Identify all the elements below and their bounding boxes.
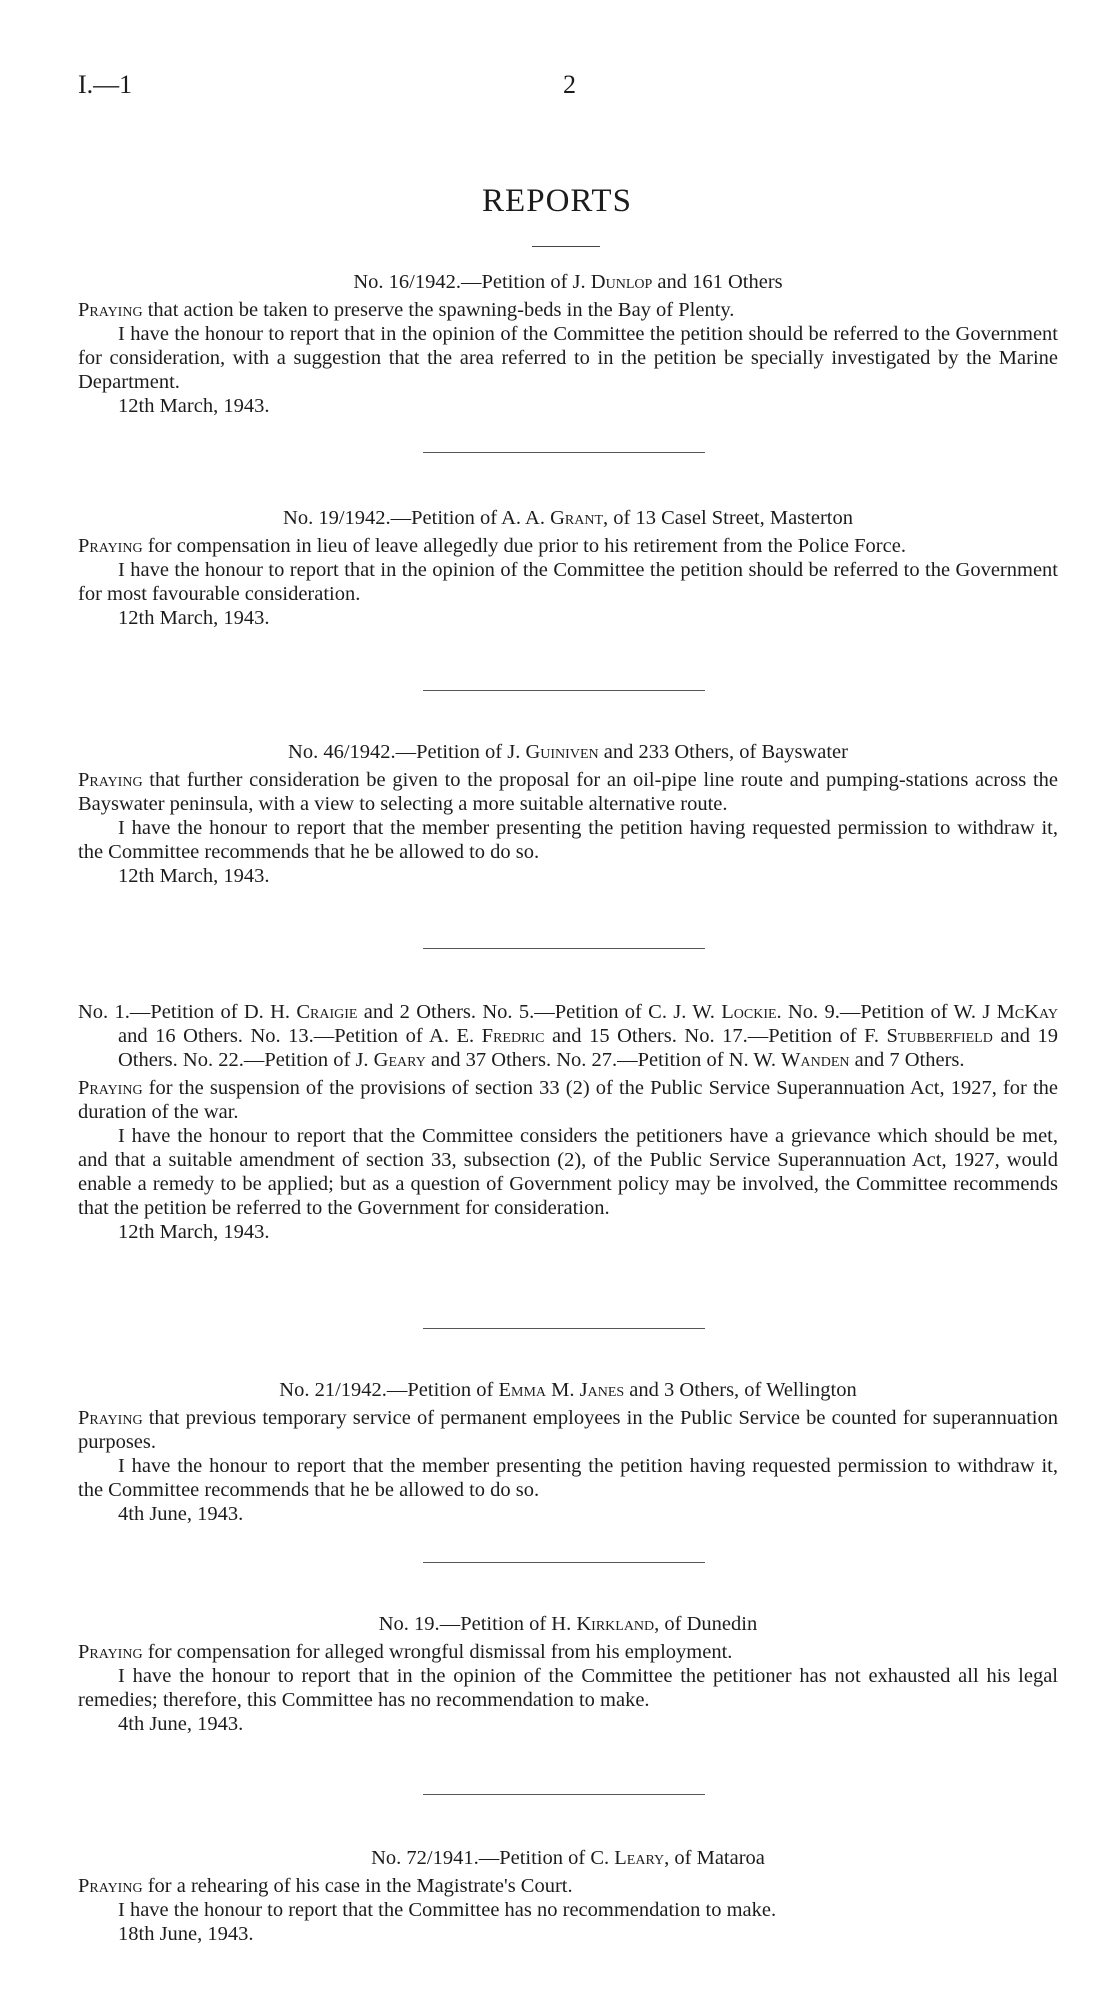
petition-heading: No. 16/1942.—Petition of J. Dunlop and 161 Others [353,271,783,293]
paper-reference: I.—1 [78,70,133,99]
petition-heading: No. 72/1941.—Petition of C. Leary, of Mataroa [371,1847,765,1869]
petitioner-name: Fredric [481,1025,545,1047]
separator-rule [423,1328,705,1329]
petition-entry [78,1000,1058,1244]
report-text: I have the honour to report that in the opinion of the Committee the petition should be referred to the Government for most favourable consideration. [78,559,1058,605]
petition-entry [78,1612,1058,1736]
praying-clause: Praying for compensation in lieu of leave allegedly due prior to his retirement from the Police Force. [78,535,906,557]
report-date: 18th June, 1943. [118,1923,254,1945]
report-text: I have the honour to report that the Committee has no recommendation to make. [118,1899,777,1921]
petitioner-name: McKay [996,1001,1058,1023]
petitioner-name: Emma M. Janes [498,1379,625,1401]
petitioner-name: Dunlop [590,271,653,293]
title-rule [532,246,600,247]
petitioner-name: Wanden [781,1049,850,1071]
page-title: REPORTS [482,183,632,219]
separator-rule [423,1794,705,1795]
page-number: 2 [563,70,576,99]
separator-rule [423,948,705,949]
petition-heading: No. 46/1942.—Petition of J. Guiniven and 233 Others, of Bayswater [288,741,848,763]
petition-group-heading: No. 1.—Petition of D. H. Craigie and 2 Others. No. 5.—Petition of C. J. W. Lockie. No. 9.—Petition of W. J McKay and 16 Others. No. 13.—Petition of A. E. Fredric and 15 Others. No. 17.—Petition of F. Stubberfield and 19 Others. No. 22.—Petition of J. Geary and 37 Others. No. 27.—Petition of N. W. Wanden and 7 Others. [78,1001,1058,1071]
petition-entry [78,506,1058,630]
report-text: I have the honour to report that in the opinion of the Committee the petitioner has not exhausted all his legal remedies; therefore, this Committee has no recommendation to make. [78,1665,1058,1711]
praying-clause: Praying that previous temporary service of permanent employees in the Public Service be counted for superannuation purposes. [78,1407,1058,1453]
separator-rule [423,452,705,453]
petitioner-name: Stubberfield [886,1025,993,1047]
separator-rule [423,1562,705,1563]
report-date: 12th March, 1943. [118,865,270,887]
report-date: 12th March, 1943. [118,1221,270,1243]
praying-clause: Praying that action be taken to preserve the spawning-beds in the Bay of Plenty. [78,299,735,321]
petitioner-name: Guiniven [525,741,599,763]
page-header [78,70,1058,110]
report-date: 4th June, 1943. [118,1503,244,1525]
report-date: 4th June, 1943. [118,1713,244,1735]
petitioner-name: Lockie [721,1001,777,1023]
petitioner-name: Grant [550,507,604,529]
report-text: I have the honour to report that the member presenting the petition having requested permission to withdraw it, the Committee recommends that he be allowed to do so. [78,817,1058,863]
petition-heading: No. 21/1942.—Petition of Emma M. Janes and 3 Others, of Wellington [279,1379,857,1401]
report-text: I have the honour to report that the Committee considers the petitioners have a grievance which should be met, and that a suitable amendment of section 33, subsection (2), of the Public Service Superannuation Act, 1927, would enable a remedy to be applied; but as a question of Government policy may be involved, the Committee recommends that the petition be referred to the Government for consideration. [78,1125,1058,1219]
praying-clause: Praying for compensation for alleged wrongful dismissal from his employment. [78,1641,733,1663]
petitioner-name: Leary [614,1847,665,1869]
petition-entry [78,1846,1058,1946]
praying-clause: Praying that further consideration be given to the proposal for an oil-pipe line route and pumping-stations across the Bayswater peninsula, with a view to selecting a more suitable alternative route. [78,769,1058,815]
petition-heading: No. 19.—Petition of H. Kirkland, of Dunedin [378,1613,758,1635]
petitioner-name: Craigie [296,1001,358,1023]
petitioner-name: Geary [373,1049,426,1071]
petitioner-name: Kirkland [576,1613,655,1635]
praying-clause: Praying for the suspension of the provisions of section 33 (2) of the Public Service Superannuation Act, 1927, for the duration of the war. [78,1077,1058,1123]
petition-entry [78,270,1058,418]
report-text: I have the honour to report that the member presenting the petition having requested permission to withdraw it, the Committee recommends that he be allowed to do so. [78,1455,1058,1501]
petition-heading: No. 19/1942.—Petition of A. A. Grant, of 13 Casel Street, Masterton [283,507,853,529]
petition-entry [78,1378,1058,1526]
separator-rule [423,690,705,691]
report-text: I have the honour to report that in the opinion of the Committee the petition should be referred to the Government for consideration, with a suggestion that the area referred to in the petition be specially investigated by the Marine Department. [78,323,1058,393]
praying-clause: Praying for a rehearing of his case in the Magistrate's Court. [78,1875,573,1897]
report-date: 12th March, 1943. [118,395,270,417]
report-date: 12th March, 1943. [118,607,270,629]
petition-entry [78,740,1058,888]
